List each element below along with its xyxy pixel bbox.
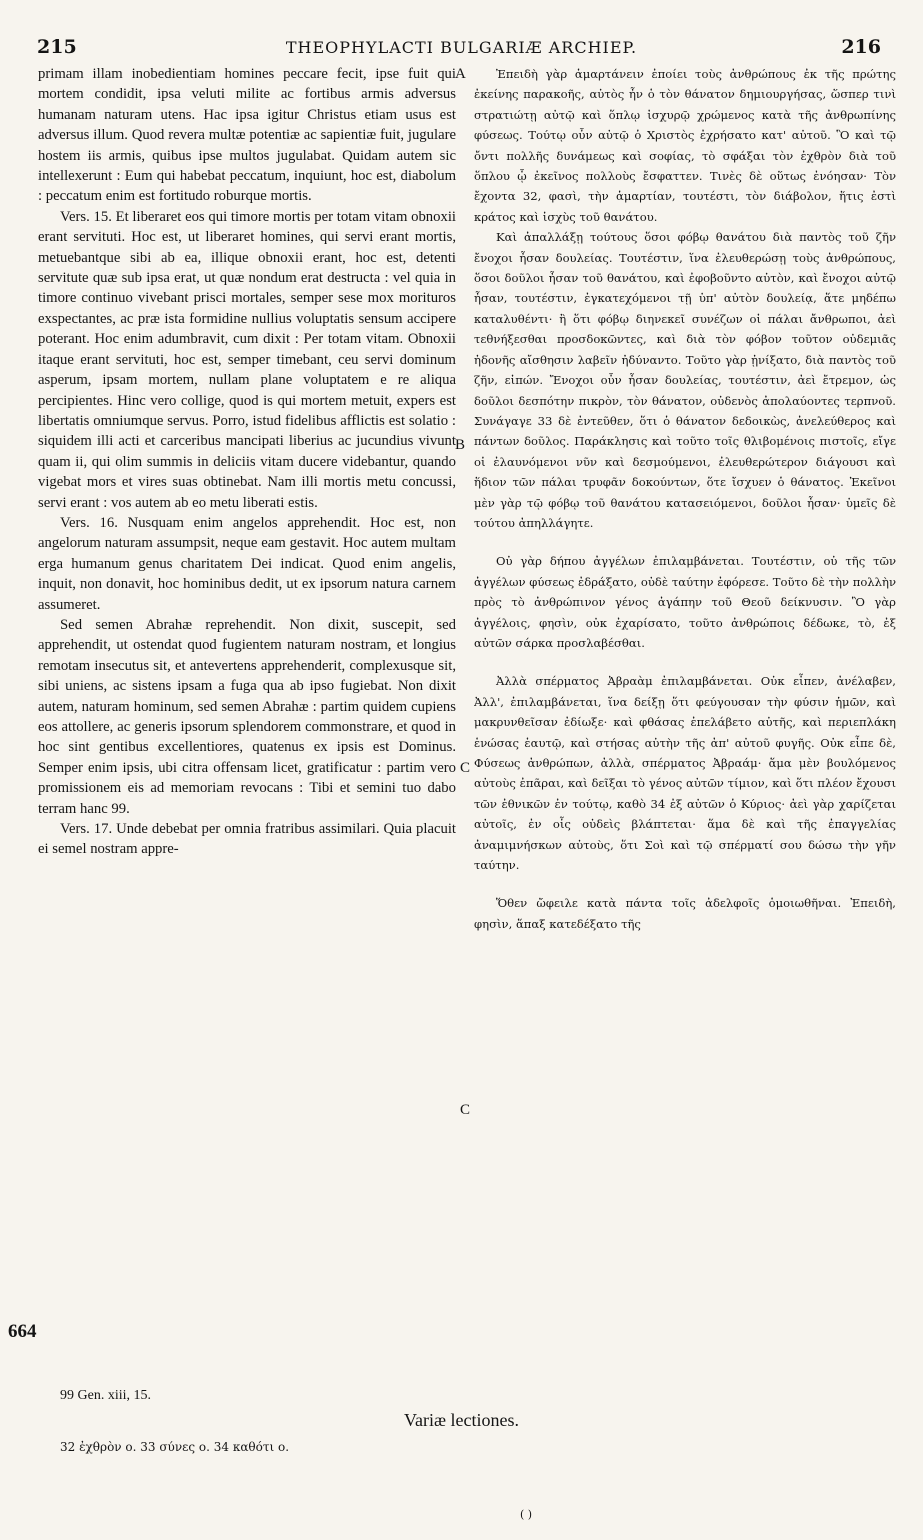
bottom-mark: ( ) <box>520 1508 533 1521</box>
latin-paragraph: primam illam inobedientiam homines peccare fecit, ipse fuit qui mortem condidit, ipsa veluti milite ac fortibus armis adversus humanam naturam utens. Hac ipsa igitur Christus etiam usus est adversus illum. Quod revera multæ potentiæ ac sapientiæ fuit, jugulare hostem iis armis, quibus ipse multos jugulabat. Quidam autem sic intellexerunt : Eum qui habebat peccatum, inquiunt, hoc est, diabolum : peccatum enim est fortitudo roburque mortis. <box>38 66 456 205</box>
latin-paragraph: Vers. 17. Unde debebat per omnia fratribus assimilari. Quia placuit ei semel nostram appre- <box>38 821 456 858</box>
latin-paragraph: Sed semen Abrahæ reprehendit. Non dixit, suscepit, sed apprehendit, ut ostendat quod fugientem naturam nostram, et longius remotam insecutus sit, et antevertens apprehenderit, complexusque sit, sibi uniens, ac sistens ipsam a fuga qua ab ipso fugiebat. Non dixit autem, naturam hominum, sed semen Abrahæ : partim quidem cupiens eos attollere, ac generis ipsorum splendorem commonstrare, et quod in hoc sint gentibus excellentiores, quatenus ex ipsis est Dominus. Semper enim ipsis, ubi citra offensam licet, gratificatur : partim vero promissionem eis ad memoriam revocans : Tibi et semini tuo dabo terram hanc 99. <box>38 616 456 817</box>
latin-column <box>38 64 456 1376</box>
page-header <box>0 36 923 62</box>
margin-letter-b: B <box>455 437 466 453</box>
page-number-right: 216 <box>841 36 881 58</box>
greek-paragraph: Ὅθεν ὤφειλε κατὰ πάντα τοῖς ἀδελφοῖς ὁμοιωθῆναι. Ἐπειδὴ, φησὶν, ἅπαξ κατεδέξατο τῆς <box>474 896 896 931</box>
greek-paragraph: Οὐ γὰρ δήπου ἀγγέλων ἐπιλαμβάνεται. Τουτέστιν, οὐ τῆς τῶν ἀγγέλων φύσεως ἐδράξατο, οὐδὲ ταύτην ἐφόρεσε. Τοῦτο δὲ τὴν πολλὴν πρὸς τὸ ἀνθρώπινον γένος ἀγάπην τοῦ Θεοῦ δείκνυσιν. Ὃ γὰρ ἀγγέλοις, φησὶν, οὐκ ἐχαρίσατο, τοῦτο ἀνθρώποις δέδωκε, τὸ, ἐξ αὐτῶν σάρκα προσλαβέσθαι. <box>474 554 896 650</box>
latin-paragraph: Vers. 16. Nusquam enim angelos apprehendit. Hoc est, non angelorum naturam assumpsit, neque eam gestavit. Hoc autem multam erga humanum genus charitatem Dei indicat. Quod enim angelis, inquit, non donavit, hoc hominibus dedit, ut ex ipsorum natura carnem assumeret. <box>38 514 456 613</box>
margin-letter-c: C <box>460 760 471 776</box>
footnote: 99 Gen. xiii, 15. <box>60 1388 151 1403</box>
margin-letter-c: C <box>460 1102 471 1118</box>
running-title: THEOPHYLACTI BULGARIÆ ARCHIEP. <box>285 38 638 57</box>
greek-paragraph: Ἀλλὰ σπέρματος Ἀβραὰμ ἐπιλαμβάνεται. Οὐκ εἶπεν, ἀνέλαβεν, Ἀλλ', ἐπιλαμβάνεται, ἵνα δείξῃ ὅτι φεύγουσαν τὴν φύσιν ἡμῶν, καὶ μακρυνθεῖσαν ἐδίωξε· καὶ φθάσας ἐπελάβετο αὐτῆς, καὶ περιεπλάκη ἑνώσας ἑαυτῷ, καὶ στήσας αὐτὴν τῆς ἀπ' αὐτοῦ φυγῆς. Οὐκ εἶπε δὲ, Φύσεως ἀνθρώπων, ἀλλὰ, σπέρματος Ἀβραάμ· ἅμα μὲν βουλόμενος αὐτοὺς ἐπᾶραι, καὶ δεῖξαι τὸ γένος αὐτῶν τίμιον, καὶ ὅτι πλέον ἔχουσι τῶν ἐθνικῶν ἐν τούτῳ, καθὸ 34 ἐξ αὐτῶν ὁ Κύριος· ἀεὶ γὰρ χαρίζεται αὐτοῖς, ἐν οἷς οὐδεὶς βλάπτεται· ἅμα δὲ καὶ τῆς ἐπαγγελίας ἀναμιμνήσκων αὐτοὺς, ὅτι Σοὶ καὶ τῷ σπέρματί σου δώσω τὴν γῆν ταύτην. <box>474 674 896 873</box>
greek-column <box>474 64 896 1376</box>
variae-lectiones-heading: Variæ lectiones. <box>404 1410 519 1430</box>
margin-number-664: 664 <box>8 1321 37 1342</box>
latin-paragraph: Vers. 15. Et liberaret eos qui timore mortis per totam vitam obnoxii erant servituti. Hoc est, ut liberaret homines, qui servi erant mortis, metuebantque sibi ab ea, illique obnoxii erant, hoc est, detenti servitute quæ sub ipsa erat, ut quæ nondum erat destructa : vel quia in timore continuo vivebant prisci mortales, semper sese mox morituros exspectantes, ac præ ista formidine nullius voluptatis sensum accipere poterant. Hoc enim adumbravit, cum dixit : Per totam vitam. Obnoxii itaque erant servituti, hoc est, semper timebant, ceu servi dominum asperum, ipsam mortem, nullam plane voluptatem e re aliqua percipientes. Hinc vero collige, quod is qui mortem metuit, expers est libertatis omniumque servus. Porro, istud fidelibus afflictis est solatio : siquidem illi acti et carceribus mancipati liberius ac jucundius vivunt quam ii, qui olim summis in deliciis vitam ducere videbantur, quando vigebat mors et vires suas obtinebat. Nam illi mortis metu concussi, servi erant : vos autem ab eo metu liberati estis. <box>38 208 456 511</box>
margin-letter-a: A <box>455 66 466 82</box>
greek-paragraph: Καὶ ἀπαλλάξῃ τούτους ὅσοι φόβῳ θανάτου διὰ παντὸς τοῦ ζῆν ἔνοχοι ἦσαν δουλείας. Τουτέστιν, ἵνα ἐλευθερώσῃ τοὺς ἀνθρώπους, ὅσοι δοῦλοι ἦσαν τοῦ θανάτου, καὶ ἐφοβοῦντο αὐτὸν, καὶ ἔνοχοι αὐτῷ ἦσαν, τουτέστιν, ἐγκατεχόμενοι τῇ ὑπ' αὐτὸν δουλείᾳ, ἅτε μηδέπω καταλυθέντι· ἢ ὅτι φόβῳ διηνεκεῖ συνέζων οἱ πάλαι ἄνθρωποι, ἀεὶ τεθνήξεσθαι προσδοκῶντες, καὶ διὰ τὸν φόβον τοῦτον οὐδεμιᾶς ἡδονῆς αἴσθησιν λαβεῖν ἠδύναντο. Τοῦτο γὰρ ᾐνίξατο, διὰ παντὸς τοῦ ζῆν, εἰπών. Ἔνοχοι οὖν ἦσαν δουλείας, τουτέστιν, ἀεὶ ἔτρεμον, ὡς δοῦλοι δεσπότην πικρὸν, τὸν θάνατον, οὐδενὸς ἀπολαύοντες τερπνοῦ. Συνάγαγε 33 δὲ ἐντεῦθεν, ὅτι ὁ θάνατον δεδοικὼς, ἀνελεύθερος καὶ πάντων δοῦλος. Παράκλησις καὶ τοῦτο τοῖς θλιβομένοις πιστοῖς, εἴγε οἱ ἐλαυνόμενοι νῦν καὶ δεσμούμενοι, ἐλευθερώτερον διάγουσι καὶ ἥδιον τῶν πάλαι τρυφᾶν δοκούντων, ὅτε ἴσχυεν ὁ θάνατος. Ἐκεῖνοι μὲν γὰρ τῷ φόβῳ τοῦ θανάτου κατασειόμενοι, δοῦλοι ἦσαν· ὑμεῖς δὲ τούτου ἀπηλλάγητε. <box>474 230 896 530</box>
variae-lectiones-text: 32 ἐχθρὸν ο. 33 σύνες ο. 34 καθότι ο. <box>60 1440 290 1454</box>
page-number-left: 215 <box>37 36 77 58</box>
greek-paragraph: Ἐπειδὴ γὰρ ἁμαρτάνειν ἐποίει τοὺς ἀνθρώπους ἐκ τῆς πρώτης ἐκείνης παρακοῆς, αὐτὸς ἦν ὁ τὸν θάνατον δημιουργήσας, ὥσπερ τινὶ στρατιώτῃ αὐτῷ καὶ ὅπλῳ ἰσχυρῷ χρώμενος κατὰ τῆς ἀνθρωπίνης φύσεως. Τούτῳ οὖν αὐτῷ ὁ Χριστὸς ἐχρήσατο κατ' αὐτοῦ. Ὃ καὶ τῷ ὄντι πολλῆς δυνάμεως καὶ σοφίας, τὸ σφάξαι τὸν ἐχθρὸν διὰ τοῦ ὅπλου ᾧ ἐκεῖνος πολλοὺς ἔσφαττεν. Τινὲς δὲ οὕτως ἐνόησαν· Τὸν ἔχοντα 32, φασὶ, τὴν ἁμαρτίαν, τουτέστι, τὸν διάβολον, ἥτις ἐστὶ κράτος καὶ ἰσχὺς τοῦ θανάτου. <box>474 67 896 224</box>
